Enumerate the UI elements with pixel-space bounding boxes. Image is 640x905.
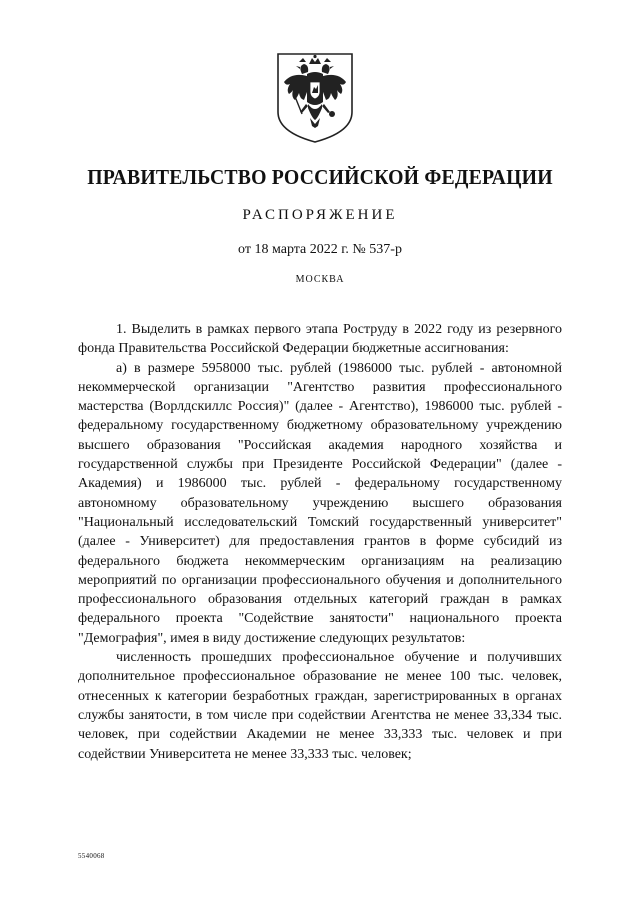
document-code: 5540068 bbox=[78, 852, 105, 860]
document-date-number: от 18 марта 2022 г. № 537-р bbox=[238, 242, 402, 257]
paragraph: 1. Выделить в рамках первого этапа Роструду в 2022 году из резервного фонда Правительства Российской Федерации бюджетные ассигнования: bbox=[78, 322, 562, 357]
document-body bbox=[78, 320, 562, 764]
organization-title: ПРАВИТЕЛЬСТВО РОССИЙСКОЙ ФЕДЕРАЦИИ bbox=[87, 165, 553, 189]
paragraph: численность прошедших профессиональное обучение и получивших дополнительное профессиональное образование не менее 100 тыс. человек, отнесенных к категории безработных граждан, зарегистрированных в органах службы занятости, в том числе при содействии Агентства не менее 33,334 тыс. человек, при содействии Академии не менее 33,333 тыс. человек и при содействии Университета не менее 33,333 тыс. человек; bbox=[78, 650, 562, 762]
document-type: РАСПОРЯЖЕНИЕ bbox=[242, 207, 398, 223]
russian-coat-of-arms-icon bbox=[276, 52, 354, 144]
paragraph: а) в размере 5958000 тыс. рублей (1986000 тыс. рублей - автономной некоммерческой организации "Агентство развития профессионального мастерства (Ворлдскиллс Россия)" (далее - Агентство), 1986000 тыс. рублей - федеральному государственному бюджетному образовательному учреждению высшего образования "Российская академия народного хозяйства и государственной службы при Президенте Российской Федерации" (далее - Академия) и 1986000 тыс. рублей - федеральному государственному автономному образовательному учреждению высшего образования "Национальный исследовательский Томский государственный университет" (далее - Университет) для предоставления грантов в форме субсидий из федерального бюджета некоммерческим организациям на реализацию мероприятий по организации профессионального обучения и дополнительного профессионального образования отдельных категорий граждан в рамках федерального проекта "Содействие занятости" национального проекта "Демография", имея в виду достижение следующих результатов: bbox=[78, 360, 562, 646]
document-city: МОСКВА bbox=[295, 274, 345, 285]
